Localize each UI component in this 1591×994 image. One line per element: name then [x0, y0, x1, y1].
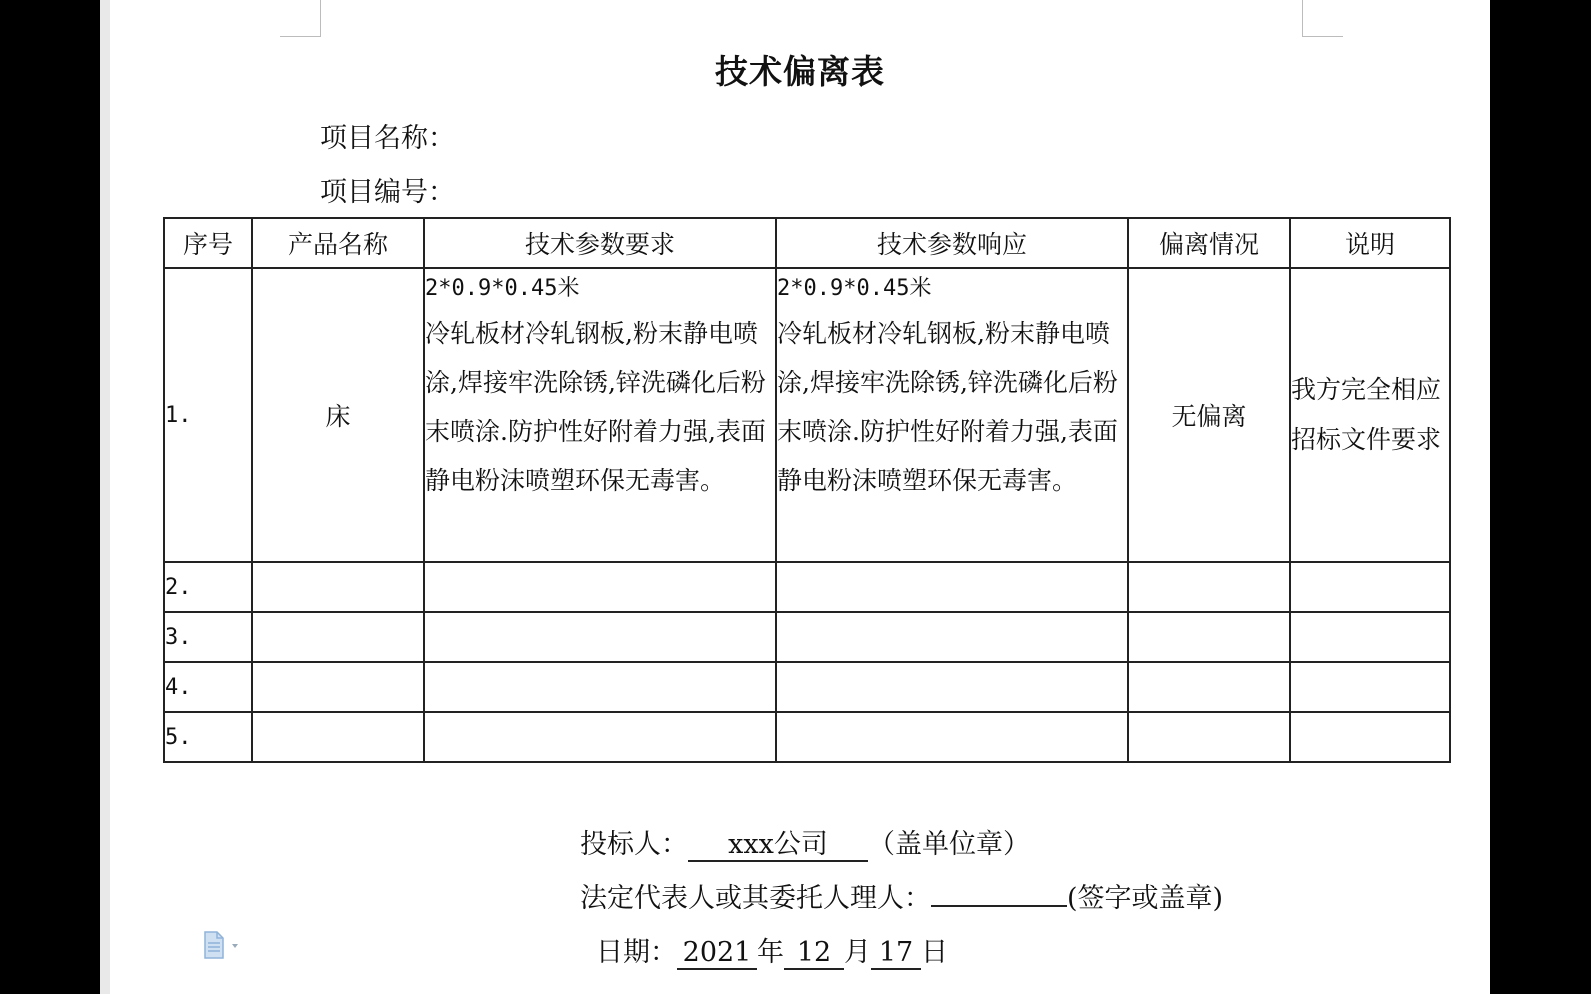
representative-label: 法定代表人或其委托人理人： — [580, 883, 931, 914]
table-row — [164, 612, 1450, 662]
response-size: 2*0.9*0.45米 — [777, 276, 932, 301]
cell-seq: 2. — [164, 562, 252, 612]
date-label: 日期： — [596, 937, 677, 968]
requirement-size: 2*0.9*0.45米 — [425, 276, 580, 301]
cell-empty — [1290, 662, 1450, 712]
document-page[interactable] — [110, 0, 1490, 994]
header-requirement: 技术参数要求 — [424, 218, 776, 268]
cell-empty — [252, 712, 424, 762]
margin-corner-mark-left — [280, 0, 321, 37]
header-seq: 序号 — [164, 218, 252, 268]
cell-empty — [1290, 562, 1450, 612]
cell-empty — [1290, 712, 1450, 762]
date-day-unit: 日 — [921, 937, 948, 968]
header-response: 技术参数响应 — [776, 218, 1128, 268]
requirement-text: 冷轧板材冷轧钢板,粉末静电喷涂,焊接牢洗除锈,锌洗磷化后粉末喷涂.防护性好附着力强,表面静电粉沫喷塑环保无毒害。 — [425, 319, 766, 495]
cell-empty — [252, 562, 424, 612]
response-text: 冷轧板材冷轧钢板,粉末静电喷涂,焊接牢洗除锈,锌洗磷化后粉末喷涂.防护性好附着力强,表面静电粉沫喷塑环保无毒害。 — [777, 319, 1118, 495]
date-line — [596, 930, 948, 970]
cell-empty — [1128, 562, 1290, 612]
cell-note: 我方完全相应招标文件要求 — [1290, 268, 1450, 562]
bidder-line — [580, 822, 1030, 862]
date-day: 17 — [871, 938, 921, 970]
cell-empty — [776, 612, 1128, 662]
cell-empty — [776, 562, 1128, 612]
header-note: 说明 — [1290, 218, 1450, 268]
table-row — [164, 662, 1450, 712]
table-header-row — [164, 218, 1450, 268]
header-deviation: 偏离情况 — [1128, 218, 1290, 268]
technical-deviation-table — [163, 217, 1451, 763]
cell-empty — [776, 662, 1128, 712]
bidder-suffix: （盖单位章） — [868, 829, 1030, 860]
paste-options-icon[interactable] — [202, 930, 248, 960]
date-year: 2021 — [677, 938, 757, 970]
table-row — [164, 712, 1450, 762]
date-month-unit: 月 — [844, 937, 871, 968]
representative-value — [931, 905, 1067, 907]
margin-corner-mark-right — [1302, 0, 1343, 37]
cell-empty — [424, 612, 776, 662]
bidder-value: xxx公司 — [688, 830, 868, 862]
bidder-label: 投标人： — [580, 829, 688, 860]
cell-empty — [252, 662, 424, 712]
cell-empty — [1128, 712, 1290, 762]
paste-options-icon-graphic — [202, 930, 248, 960]
cell-empty — [252, 612, 424, 662]
cell-response — [776, 268, 1128, 562]
cell-empty — [1128, 612, 1290, 662]
header-product-name: 产品名称 — [252, 218, 424, 268]
cell-empty — [424, 562, 776, 612]
representative-line — [580, 876, 1223, 915]
cell-seq: 3. — [164, 612, 252, 662]
project-name-label: 项目名称： — [320, 123, 455, 154]
cell-empty — [776, 712, 1128, 762]
date-year-unit: 年 — [757, 937, 784, 968]
table-row — [164, 562, 1450, 612]
cell-empty — [424, 712, 776, 762]
cell-product: 床 — [252, 268, 424, 562]
cell-empty — [1128, 662, 1290, 712]
cell-deviation: 无偏离 — [1128, 268, 1290, 562]
cell-seq: 4. — [164, 662, 252, 712]
representative-suffix: (签字或盖章) — [1067, 883, 1224, 914]
document-title: 技术偏离表 — [715, 52, 885, 91]
date-month: 12 — [784, 938, 844, 970]
cell-requirement — [424, 268, 776, 562]
cell-empty — [424, 662, 776, 712]
cell-seq: 5. — [164, 712, 252, 762]
table-row — [164, 268, 1450, 562]
cell-empty — [1290, 612, 1450, 662]
project-number-label: 项目编号： — [320, 177, 455, 208]
cell-seq: 1. — [164, 268, 252, 562]
